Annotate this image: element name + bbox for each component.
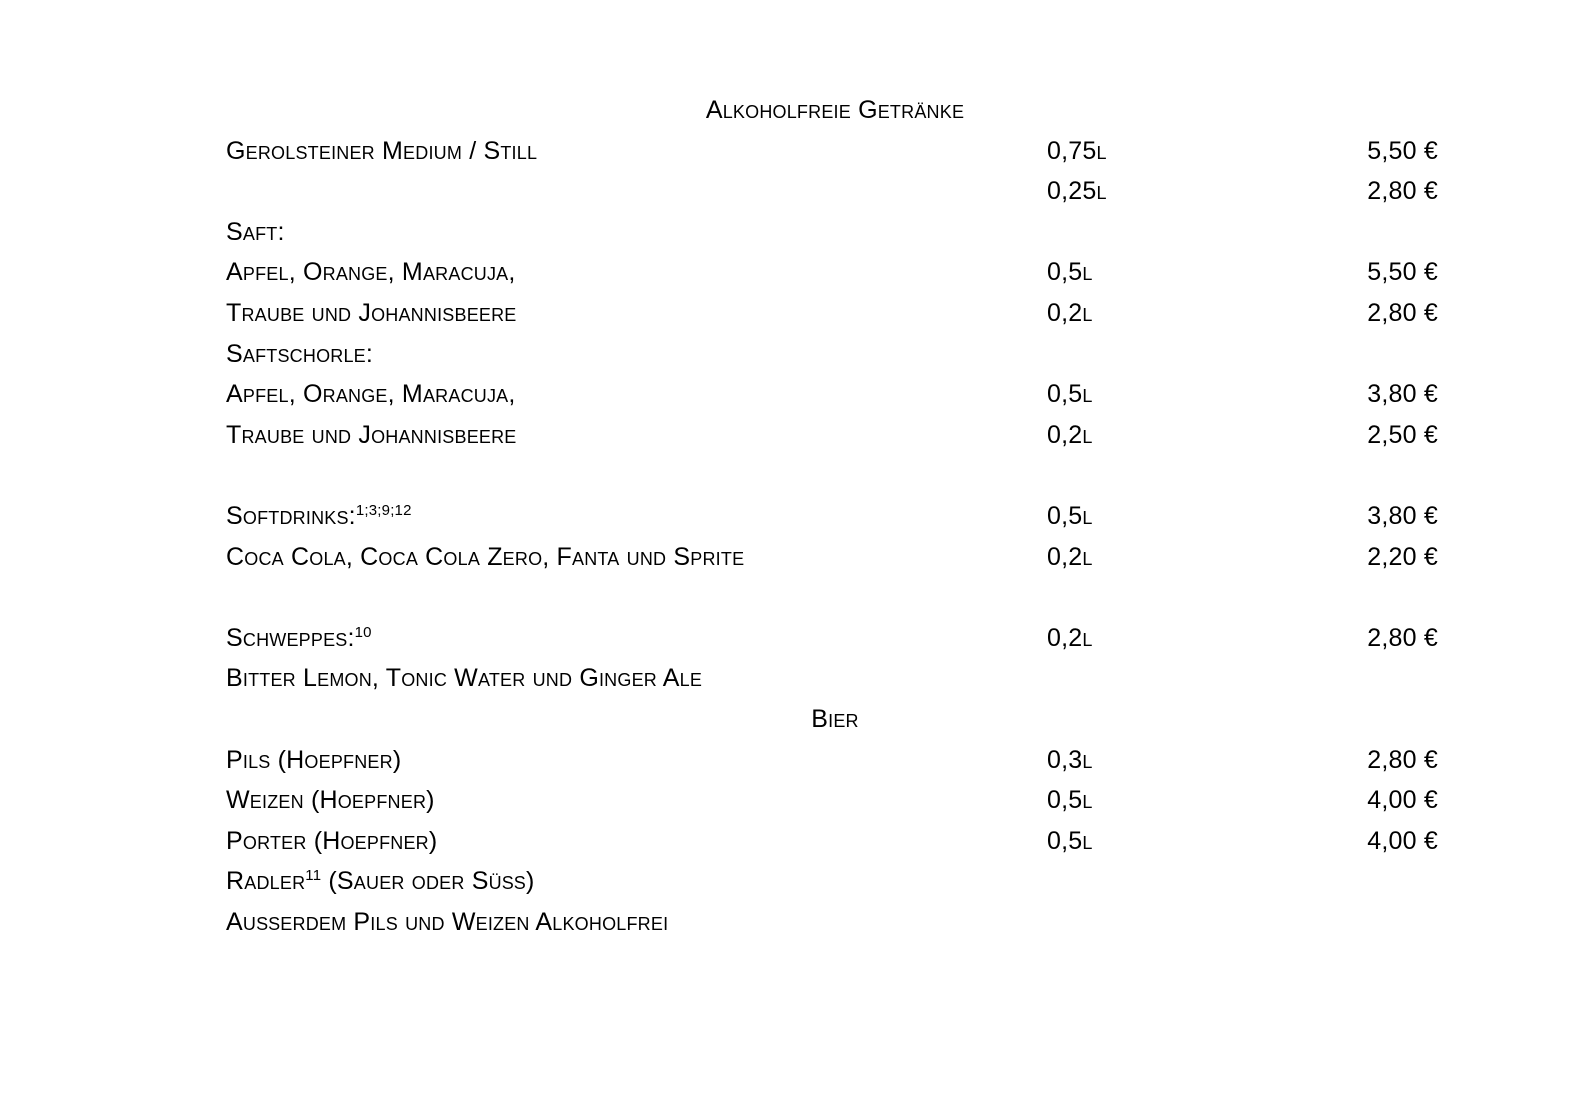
item-price: 2,20 € bbox=[1367, 542, 1438, 571]
menu-item-pils bbox=[226, 740, 1438, 781]
item-name: Traube und Johannisbeere bbox=[226, 298, 517, 327]
item-name: Außerdem Pils und Weizen Alkoholfrei bbox=[226, 907, 669, 936]
item-name: Apfel, Orange, Maracuja, bbox=[226, 380, 516, 409]
item-label bbox=[226, 618, 1047, 659]
item-label-text: Schweppes: bbox=[226, 623, 355, 652]
item-price: 4,00 € bbox=[1367, 826, 1438, 855]
item-name: Traube und Johannisbeere bbox=[226, 420, 517, 449]
menu-item-saftschorle-line-2 bbox=[226, 415, 1438, 456]
menu-item-porter bbox=[226, 821, 1438, 862]
item-size: 0,75l bbox=[1047, 136, 1107, 165]
item-size: 0,5l bbox=[1047, 380, 1093, 409]
menu-item-saftschorle-label bbox=[226, 334, 1438, 375]
spacer bbox=[226, 455, 1438, 496]
menu-item-alkoholfrei bbox=[226, 902, 1438, 943]
item-size: 0,3l bbox=[1047, 745, 1093, 774]
item-size: 0,2l bbox=[1047, 542, 1093, 571]
drinks-menu bbox=[226, 90, 1438, 942]
item-size: 0,5l bbox=[1047, 826, 1093, 855]
item-price: 2,80 € bbox=[1367, 177, 1438, 206]
item-name-suffix: (Sauer oder Süß) bbox=[321, 867, 535, 896]
menu-item-saft-line-1 bbox=[226, 252, 1438, 293]
menu-item-saft-label bbox=[226, 212, 1438, 253]
item-name: Pils (Hoepfner) bbox=[226, 745, 402, 774]
item-size: 0,25l bbox=[1047, 177, 1107, 206]
menu-item-softdrinks-line-1 bbox=[226, 537, 1438, 578]
item-size: 0,5l bbox=[1047, 501, 1093, 530]
item-size: 0,5l bbox=[1047, 258, 1093, 287]
menu-item-schweppes-line-1 bbox=[226, 658, 1438, 699]
item-label: Saftschorle: bbox=[226, 339, 374, 368]
footnote-marker: 10 bbox=[354, 623, 372, 641]
item-name: Apfel, Orange, Maracuja, bbox=[226, 258, 516, 287]
item-size: 0,2l bbox=[1047, 298, 1093, 327]
item-label: Saft: bbox=[226, 217, 285, 246]
item-size: 0,5l bbox=[1047, 786, 1093, 815]
section-heading-alkoholfrei bbox=[226, 90, 1438, 131]
item-price: 2,80 € bbox=[1367, 623, 1438, 652]
item-label bbox=[226, 496, 1047, 537]
item-size: 0,2l bbox=[1047, 420, 1093, 449]
menu-item-softdrinks-label bbox=[226, 496, 1438, 537]
item-price: 2,50 € bbox=[1367, 420, 1438, 449]
heading-text: Alkoholfreie Getränke bbox=[705, 96, 965, 124]
item-name: Gerolsteiner Medium / Still bbox=[226, 136, 538, 165]
item-price: 5,50 € bbox=[1367, 136, 1438, 165]
item-name: Weizen (Hoepfner) bbox=[226, 786, 435, 815]
item-name: Coca Cola, Coca Cola Zero, Fanta und Sprite bbox=[226, 542, 745, 571]
item-price: 2,80 € bbox=[1367, 298, 1438, 327]
item-price: 3,80 € bbox=[1367, 380, 1438, 409]
item-size: 0,2l bbox=[1047, 623, 1093, 652]
footnote-marker: 11 bbox=[305, 867, 322, 885]
menu-item-weizen bbox=[226, 780, 1438, 821]
item-price: 4,00 € bbox=[1367, 786, 1438, 815]
menu-item-radler bbox=[226, 861, 1438, 902]
item-name: Porter (Hoepfner) bbox=[226, 826, 438, 855]
item-price: 2,80 € bbox=[1367, 745, 1438, 774]
menu-item-gerolsteiner bbox=[226, 131, 1438, 172]
menu-item-gerolsteiner-small bbox=[226, 171, 1438, 212]
menu-item-saftschorle-line-1 bbox=[226, 374, 1438, 415]
item-name bbox=[226, 861, 1047, 902]
menu-item-schweppes-label bbox=[226, 618, 1438, 659]
item-label-text: Softdrinks: bbox=[226, 501, 356, 530]
item-name: Bitter Lemon, Tonic Water und Ginger Ale bbox=[226, 664, 703, 693]
item-name-text: Radler bbox=[226, 867, 306, 896]
heading-text: Bier bbox=[811, 704, 859, 733]
section-heading-bier bbox=[226, 699, 1438, 740]
item-price: 3,80 € bbox=[1367, 501, 1438, 530]
menu-item-saft-line-2 bbox=[226, 293, 1438, 334]
footnote-marker: 1;3;9;12 bbox=[355, 501, 412, 519]
item-price: 5,50 € bbox=[1367, 258, 1438, 287]
spacer bbox=[226, 577, 1438, 618]
